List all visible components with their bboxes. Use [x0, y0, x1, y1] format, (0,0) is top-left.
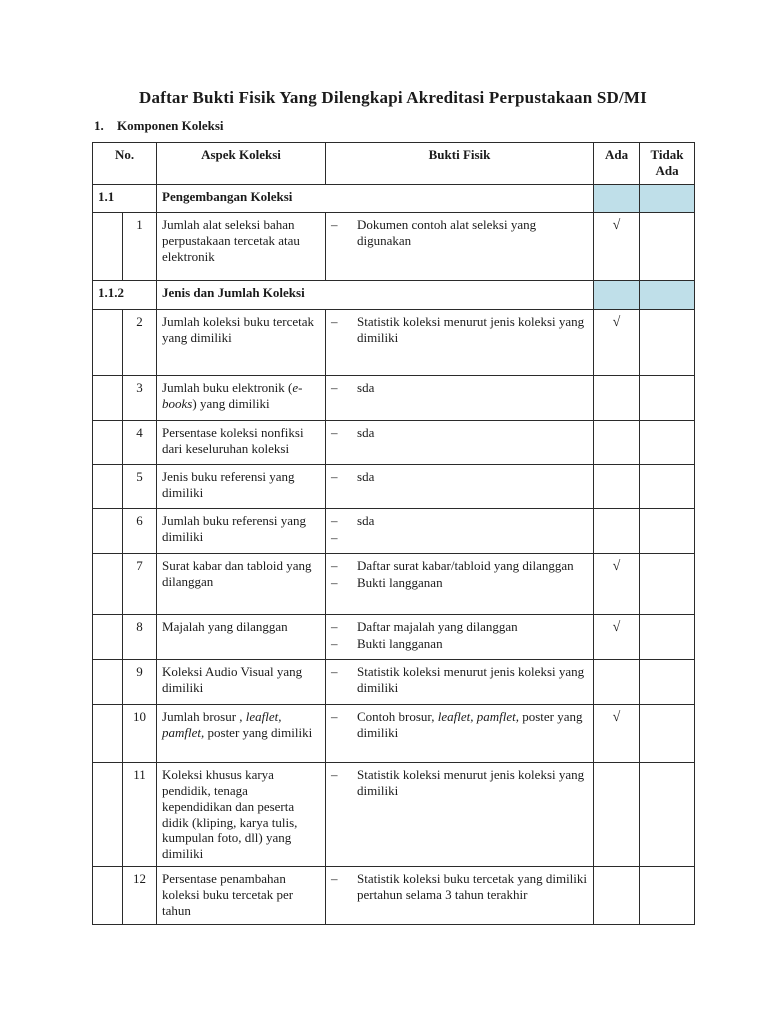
cell-aspek: Jumlah buku elektronik (e-books) yang dimiliki: [157, 376, 326, 421]
evidence-item: [331, 469, 588, 485]
cell-ada: [594, 615, 640, 660]
section-number: 1.: [94, 118, 104, 133]
cell-ada: [594, 554, 640, 615]
cell-aspek: Majalah yang dilanggan: [157, 615, 326, 660]
item-row: [93, 465, 695, 509]
cell-section-no: 1.1.2: [93, 281, 157, 310]
cell-tidak-ada: [640, 465, 695, 509]
cell-ada: [594, 763, 640, 867]
cell-no-spacer: [93, 509, 123, 554]
dash-marker: –: [331, 664, 338, 679]
cell-aspek: Koleksi khusus karya pendidik, tenaga kependidikan dan peserta didik (kliping, karya tulis, kumpulan foto, dll) yang dimiliki: [157, 763, 326, 867]
dash-marker: –: [331, 619, 338, 634]
cell-aspek: Surat kabar dan tabloid yang dilanggan: [157, 554, 326, 615]
cell-tidak-ada: [640, 185, 695, 213]
cell-ada: [594, 213, 640, 281]
evidence-text: Statistik koleksi menurut jenis koleksi yang dimiliki: [357, 314, 585, 345]
cell-item-no: 2: [123, 310, 157, 376]
header-bukti: Bukti Fisik: [326, 143, 594, 185]
item-row: [93, 421, 695, 465]
section-heading: [94, 118, 694, 134]
evidence-text: Daftar surat kabar/tabloid yang dilanggan: [357, 558, 574, 573]
cell-tidak-ada: [640, 213, 695, 281]
cell-bukti: [326, 554, 594, 615]
evidence-text: sda: [357, 425, 375, 440]
section-row: [93, 281, 695, 310]
cell-no-spacer: [93, 867, 123, 925]
dash-marker: –: [331, 425, 338, 440]
check-mark: √: [612, 710, 621, 725]
cell-tidak-ada: [640, 310, 695, 376]
header-tidak-ada: Tidak Ada: [640, 143, 695, 185]
cell-ada: [594, 867, 640, 925]
cell-section-label: Pengembangan Koleksi: [157, 185, 594, 213]
evidence-item: [331, 636, 588, 652]
cell-section-no: 1.1: [93, 185, 157, 213]
document-content: [92, 88, 694, 925]
cell-item-no: 6: [123, 509, 157, 554]
evidence-item: [331, 314, 588, 346]
cell-bukti: [326, 705, 594, 763]
cell-bukti: [326, 660, 594, 705]
header-aspek: Aspek Koleksi: [157, 143, 326, 185]
cell-no-spacer: [93, 615, 123, 660]
cell-no-spacer: [93, 310, 123, 376]
cell-aspek: Jumlah koleksi buku tercetak yang dimiliki: [157, 310, 326, 376]
cell-bukti: [326, 615, 594, 660]
cell-item-no: 11: [123, 763, 157, 867]
evidence-item: [331, 575, 588, 591]
evidence-text: Statistik koleksi buku tercetak yang dimiliki pertahun selama 3 tahun terakhir: [357, 871, 588, 903]
cell-item-no: 8: [123, 615, 157, 660]
cell-ada: [594, 281, 640, 310]
evidence-item: [331, 513, 588, 529]
evidence-text: sda: [357, 513, 375, 528]
evidence-text: [357, 530, 588, 546]
cell-item-no: 9: [123, 660, 157, 705]
cell-aspek: Koleksi Audio Visual yang dimiliki: [157, 660, 326, 705]
cell-aspek: Persentase koleksi nonfiksi dari keseluruhan koleksi: [157, 421, 326, 465]
evidence-text: Daftar majalah yang dilanggan: [357, 619, 518, 634]
evidence-text: Bukti langganan: [357, 635, 443, 651]
cell-aspek: Jumlah buku referensi yang dimiliki: [157, 509, 326, 554]
evidence-text: Bukti langganan: [357, 574, 443, 590]
cell-no-spacer: [93, 554, 123, 615]
cell-tidak-ada: [640, 376, 695, 421]
evidence-text: Dokumen contoh alat seleksi yang digunakan: [357, 217, 537, 248]
cell-tidak-ada: [640, 554, 695, 615]
cell-ada: [594, 310, 640, 376]
dash-marker: –: [331, 217, 338, 232]
cell-bukti: [326, 213, 594, 281]
cell-tidak-ada: [640, 660, 695, 705]
section-row: [93, 185, 695, 213]
cell-no-spacer: [93, 763, 123, 867]
evidence-item: [331, 558, 588, 574]
cell-ada: [594, 509, 640, 554]
dash-marker: –: [331, 558, 338, 573]
dash-marker: –: [331, 513, 338, 528]
item-row: [93, 310, 695, 376]
cell-tidak-ada: [640, 763, 695, 867]
cell-item-no: 1: [123, 213, 157, 281]
evidence-item: [331, 664, 588, 696]
evidence-item: [331, 380, 588, 396]
cell-no-spacer: [93, 465, 123, 509]
cell-ada: [594, 705, 640, 763]
cell-tidak-ada: [640, 705, 695, 763]
dash-marker: –: [331, 635, 338, 651]
cell-item-no: 5: [123, 465, 157, 509]
page-title: Daftar Bukti Fisik Yang Dilengkapi Akreditasi Perpustakaan SD/MI: [139, 88, 647, 107]
dash-marker: –: [331, 469, 338, 484]
cell-ada: [594, 465, 640, 509]
cell-aspek: Jumlah brosur , leaflet, pamflet, poster yang dimiliki: [157, 705, 326, 763]
cell-ada: [594, 376, 640, 421]
check-mark: √: [612, 559, 621, 574]
evidence-text: sda: [357, 469, 375, 484]
cell-item-no: 4: [123, 421, 157, 465]
dash-marker: –: [331, 529, 338, 545]
item-row: [93, 615, 695, 660]
evidence-item: [331, 425, 588, 441]
check-mark: √: [612, 218, 621, 233]
evidence-text: Contoh brosur, leaflet, pamflet, poster yang dimiliki: [357, 709, 583, 740]
evidence-item: [331, 530, 588, 546]
cell-item-no: 12: [123, 867, 157, 925]
cell-aspek: Jenis buku referensi yang dimiliki: [157, 465, 326, 509]
cell-tidak-ada: [640, 421, 695, 465]
item-row: [93, 867, 695, 925]
dash-marker: –: [331, 380, 338, 395]
table-body: [93, 185, 695, 925]
cell-bukti: [326, 465, 594, 509]
cell-bukti: [326, 763, 594, 867]
item-row: [93, 509, 695, 554]
item-row: [93, 376, 695, 421]
evidence-item: [331, 619, 588, 635]
header-no: No.: [93, 143, 157, 185]
dash-marker: –: [331, 709, 338, 724]
cell-aspek: Jumlah alat seleksi bahan perpustakaan tercetak atau elektronik: [157, 213, 326, 281]
cell-no-spacer: [93, 660, 123, 705]
cell-aspek: Persentase penambahan koleksi buku tercetak per tahun: [157, 867, 326, 925]
cell-tidak-ada: [640, 509, 695, 554]
cell-bukti: [326, 421, 594, 465]
check-mark: √: [612, 620, 621, 635]
item-row: [93, 705, 695, 763]
evidence-text: Statistik koleksi menurut jenis koleksi yang dimiliki: [357, 664, 585, 695]
item-row: [93, 213, 695, 281]
header-ada: Ada: [594, 143, 640, 185]
evidence-item: [331, 709, 588, 741]
cell-bukti: [326, 509, 594, 554]
evidence-item: [331, 871, 588, 903]
item-row: [93, 660, 695, 705]
cell-ada: [594, 185, 640, 213]
cell-tidak-ada: [640, 867, 695, 925]
check-mark: √: [612, 315, 621, 330]
item-row: [93, 554, 695, 615]
cell-no-spacer: [93, 376, 123, 421]
cell-no-spacer: [93, 213, 123, 281]
evidence-item: [331, 217, 588, 249]
section-heading-label: Komponen Koleksi: [117, 118, 224, 133]
cell-bukti: [326, 310, 594, 376]
cell-bukti: [326, 376, 594, 421]
evidence-item: [331, 767, 588, 799]
cell-tidak-ada: [640, 281, 695, 310]
dash-marker: –: [331, 871, 338, 887]
evidence-text: sda: [357, 380, 375, 395]
evidence-text: Statistik koleksi menurut jenis koleksi yang dimiliki: [357, 767, 585, 798]
cell-item-no: 7: [123, 554, 157, 615]
dash-marker: –: [331, 314, 338, 329]
evidence-checklist-table: [92, 142, 695, 925]
dash-marker: –: [331, 767, 338, 782]
header-row: [93, 143, 695, 185]
cell-tidak-ada: [640, 615, 695, 660]
cell-item-no: 3: [123, 376, 157, 421]
table-header: [93, 143, 695, 185]
cell-ada: [594, 660, 640, 705]
cell-ada: [594, 421, 640, 465]
cell-section-label: Jenis dan Jumlah Koleksi: [157, 281, 594, 310]
cell-no-spacer: [93, 421, 123, 465]
dash-marker: –: [331, 574, 338, 590]
cell-item-no: 10: [123, 705, 157, 763]
cell-no-spacer: [93, 705, 123, 763]
cell-bukti: [326, 867, 594, 925]
item-row: [93, 763, 695, 867]
